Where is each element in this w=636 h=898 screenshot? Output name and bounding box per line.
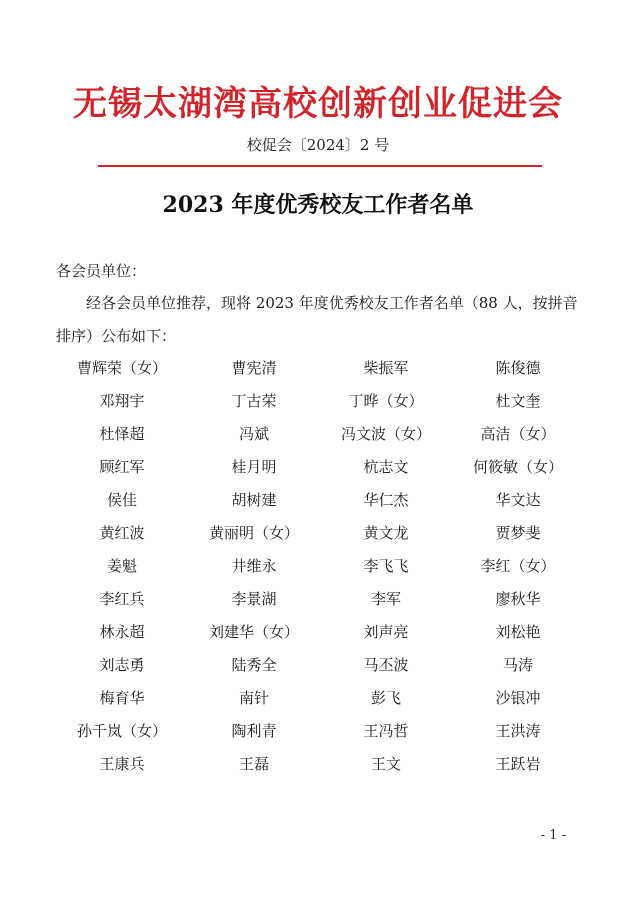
org-title: 无锡太湖湾高校创新创业促进会 — [73, 84, 563, 124]
name-item: 何筱敏（女） — [472, 458, 563, 476]
name-item: 廖秋华 — [495, 590, 541, 608]
name-item: 马涛 — [502, 656, 533, 674]
name-item: 刘松艳 — [495, 623, 541, 641]
name-item: 李飞飞 — [363, 557, 409, 575]
name-item: 彭飞 — [370, 689, 401, 707]
name-item: 杜文奎 — [495, 392, 541, 410]
body-text: 经各会员单位推荐，现将 2023 年度优秀校友工作者名单（88 人，按拼音排序）公布如下： — [56, 294, 578, 345]
page-number: - 1 - — [540, 828, 566, 843]
name-item: 冯斌 — [238, 425, 269, 443]
name-item: 沙银冲 — [495, 689, 541, 707]
name-item: 邓翔宇 — [99, 392, 145, 410]
name-item: 黄文龙 — [363, 524, 409, 542]
name-item: 杜怿超 — [99, 425, 145, 443]
name-item: 胡树建 — [231, 491, 277, 509]
name-item: 冯文波（女） — [340, 425, 431, 443]
name-item: 井维永 — [231, 557, 277, 575]
name-item: 王康兵 — [99, 755, 145, 773]
name-item: 陶利青 — [231, 722, 277, 740]
body-paragraph — [56, 287, 586, 353]
name-item: 顾红军 — [99, 458, 145, 476]
name-item: 陈俊德 — [495, 359, 541, 377]
name-item: 高洁（女） — [480, 425, 556, 443]
name-item: 马丕波 — [363, 656, 409, 674]
name-item: 华文达 — [495, 491, 541, 509]
name-item: 刘建华（女） — [208, 623, 299, 641]
name-item: 刘声亮 — [363, 623, 409, 641]
name-item: 王跃岩 — [495, 755, 541, 773]
name-item: 刘志勇 — [99, 656, 145, 674]
name-item: 姜魁 — [106, 557, 137, 575]
name-item: 侯佳 — [106, 491, 137, 509]
name-item: 华仁杰 — [363, 491, 409, 509]
name-item: 李军 — [370, 590, 401, 608]
name-item: 李红（女） — [480, 557, 556, 575]
name-item: 李景湖 — [231, 590, 277, 608]
name-item: 王磊 — [238, 755, 269, 773]
name-item: 陆秀全 — [231, 656, 277, 674]
name-item: 孙千岚（女） — [76, 722, 167, 740]
doc-title: 2023 年度优秀校友工作者名单 — [162, 192, 474, 218]
name-item: 曹宪清 — [231, 359, 277, 377]
name-item: 王洪涛 — [495, 722, 541, 740]
red-divider — [98, 165, 542, 167]
name-item: 黄红波 — [99, 524, 145, 542]
name-item: 王文 — [370, 755, 401, 773]
name-item: 桂月明 — [231, 458, 277, 476]
name-item: 丁古荣 — [231, 392, 277, 410]
name-item: 柴振军 — [363, 359, 409, 377]
name-item: 贾梦斐 — [495, 524, 541, 542]
name-item: 黄丽明（女） — [208, 524, 299, 542]
name-item: 曹辉荣（女） — [76, 359, 167, 377]
names-list — [56, 352, 586, 781]
name-item: 南针 — [238, 689, 269, 707]
name-item: 梅育华 — [99, 689, 145, 707]
name-item: 王冯哲 — [363, 722, 409, 740]
name-item: 李红兵 — [99, 590, 145, 608]
name-item: 林永超 — [99, 623, 145, 641]
salutation: 各会员单位： — [56, 262, 147, 280]
name-item: 杭志文 — [363, 458, 409, 476]
name-item: 丁晔（女） — [348, 392, 424, 410]
doc-number: 校促会〔2024〕2 号 — [246, 136, 390, 154]
